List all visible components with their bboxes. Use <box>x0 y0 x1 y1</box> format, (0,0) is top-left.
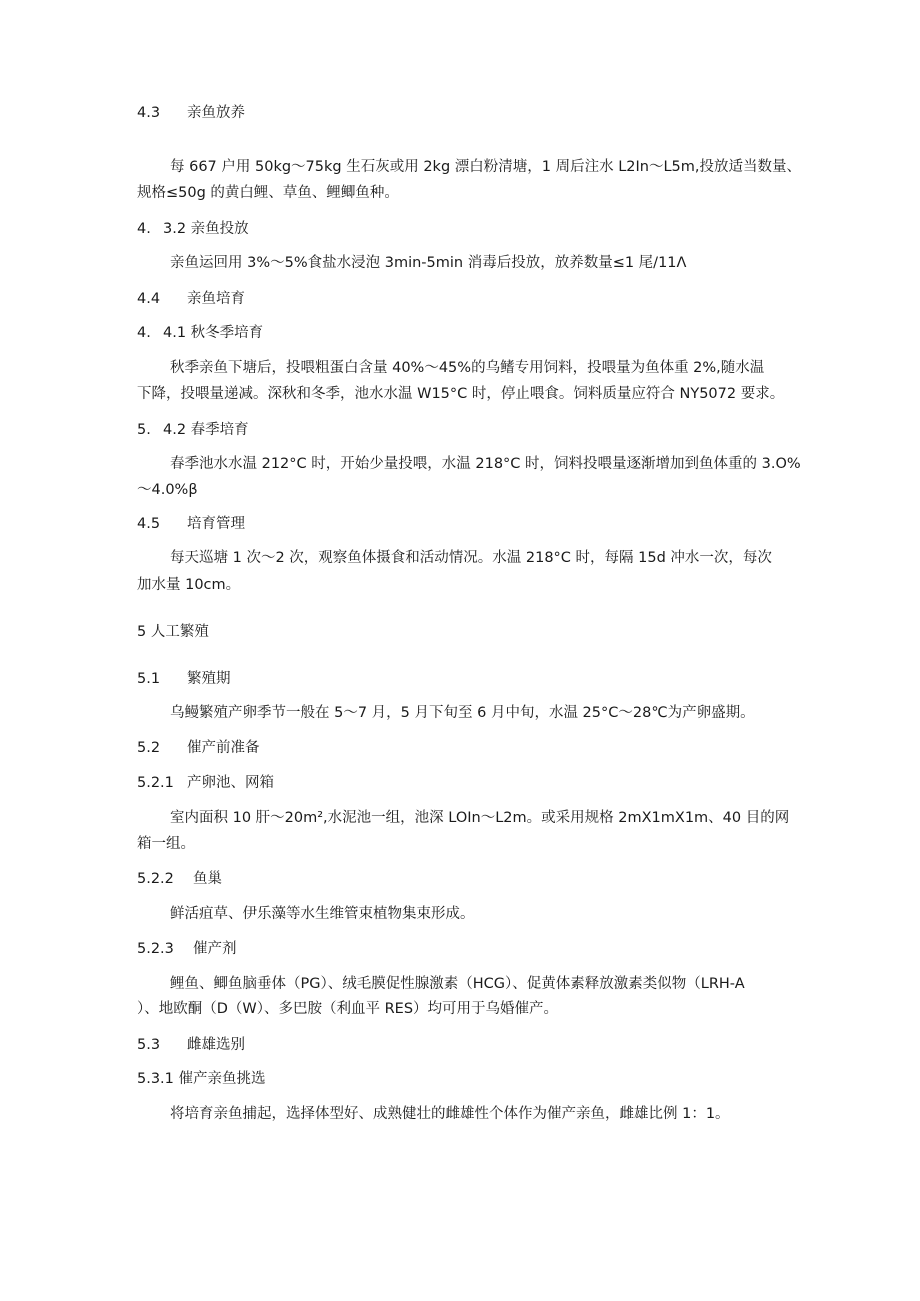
paragraph-5-1-line-1: 乌鳗繁殖产卵季节一般在 5～7 月，5 月下旬至 6 月中旬，水温 25°C～28℃为产卵盛期。 <box>170 705 755 721</box>
section-4-3-2-heading: 4. 3.2 亲鱼投放 <box>137 221 249 237</box>
section-5-2-heading: 5.2 催产前准备 <box>137 740 260 756</box>
paragraph-4-4-1-line-1: 秋季亲鱼下塘后，投喂粗蛋白含量 40%～45%的乌鳍专用饲料，投喂量为鱼体重 2%,随水温 <box>170 360 765 376</box>
section-4-5-heading: 4.5 培育管理 <box>137 516 245 532</box>
section-5-2-2-heading: 5.2.2 鱼巢 <box>137 871 222 887</box>
paragraph-4-3-line-2: 规格≤50g 的黄白鲤、草鱼、鲤鲫鱼种。 <box>137 185 399 201</box>
section-5-1-heading: 5.1 繁殖期 <box>137 671 231 687</box>
paragraph-5-3-1-line-1: 将培育亲鱼捕起，选择体型好、成熟健壮的雌雄性个体作为催产亲鱼，雌雄比例 1：1。 <box>170 1106 730 1122</box>
section-5-3-heading: 5.3 雌雄选别 <box>137 1037 245 1053</box>
section-4-3-heading: 4.3 亲鱼放养 <box>137 105 245 121</box>
paragraph-4-4-1-line-2: 下降，投喂量递减。深秋和冬季，池水水温 W15°C 时，停止喂食。饲料质量应符合 NY5072 要求。 <box>137 386 785 402</box>
paragraph-4-5-line-1: 每天巡塘 1 次～2 次，观察鱼体摄食和活动情况。水温 218°C 时，每隔 15d 冲水一次，每次 <box>170 550 772 566</box>
paragraph-5-2-1-line-2: 箱一组。 <box>137 836 195 852</box>
section-5-2-3-heading: 5.2.3 催产剂 <box>137 941 237 957</box>
section-4-4-1-heading: 4. 4.1 秋冬季培育 <box>137 325 264 341</box>
section-4-4-heading: 4.4 亲鱼培育 <box>137 291 245 307</box>
section-5-2-1-heading: 5.2.1 产卵池、网箱 <box>137 775 274 791</box>
paragraph-4-3-line-1: 每 667 户用 50kg～75kg 生石灰或用 2kg 漂白粉清塘，1 周后注水 L2In～L5m,投放适当数量、 <box>170 159 802 175</box>
paragraph-5-2-1-line-1: 室内面积 10 肝～20m²,水泥池一组，池深 LOIn～L2m。或采用规格 2mX1mX1m、40 目的网 <box>170 810 790 826</box>
paragraph-5-2-3-line-2: ）、地欧酮（D（W）、多巴胺（利血平 RES）均可用于乌婚催产。 <box>137 1001 559 1017</box>
paragraph-4-5-line-2: 加水量 10cm。 <box>137 577 241 593</box>
section-5-3-1-heading: 5.3.1 催产亲鱼挑选 <box>137 1071 266 1087</box>
section-5-heading: 5 人工繁殖 <box>137 624 209 640</box>
paragraph-4-4-2-line-1: 春季池水水温 212°C 时，开始少量投喂，水温 218°C 时，饲料投喂量逐渐增加到鱼体重的 3.O% <box>170 456 801 472</box>
paragraph-5-2-3-line-1: 鲤鱼、鲫鱼脑垂体（PG）、绒毛膜促性腺激素（HCG）、促黄体素释放激素类似物（LRH-A <box>170 976 745 992</box>
paragraph-5-2-2-line-1: 鲜活疽草、伊乐藻等水生维管束植物集束形成。 <box>170 906 475 922</box>
paragraph-4-4-2-line-2: ～4.0%β <box>137 482 198 498</box>
paragraph-4-3-2-line-1: 亲鱼运回用 3%～5%食盐水浸泡 3min-5min 消毒后投放，放养数量≤1 尾/11Λ <box>170 255 687 271</box>
section-4-4-2-heading: 5. 4.2 春季培育 <box>137 422 249 438</box>
